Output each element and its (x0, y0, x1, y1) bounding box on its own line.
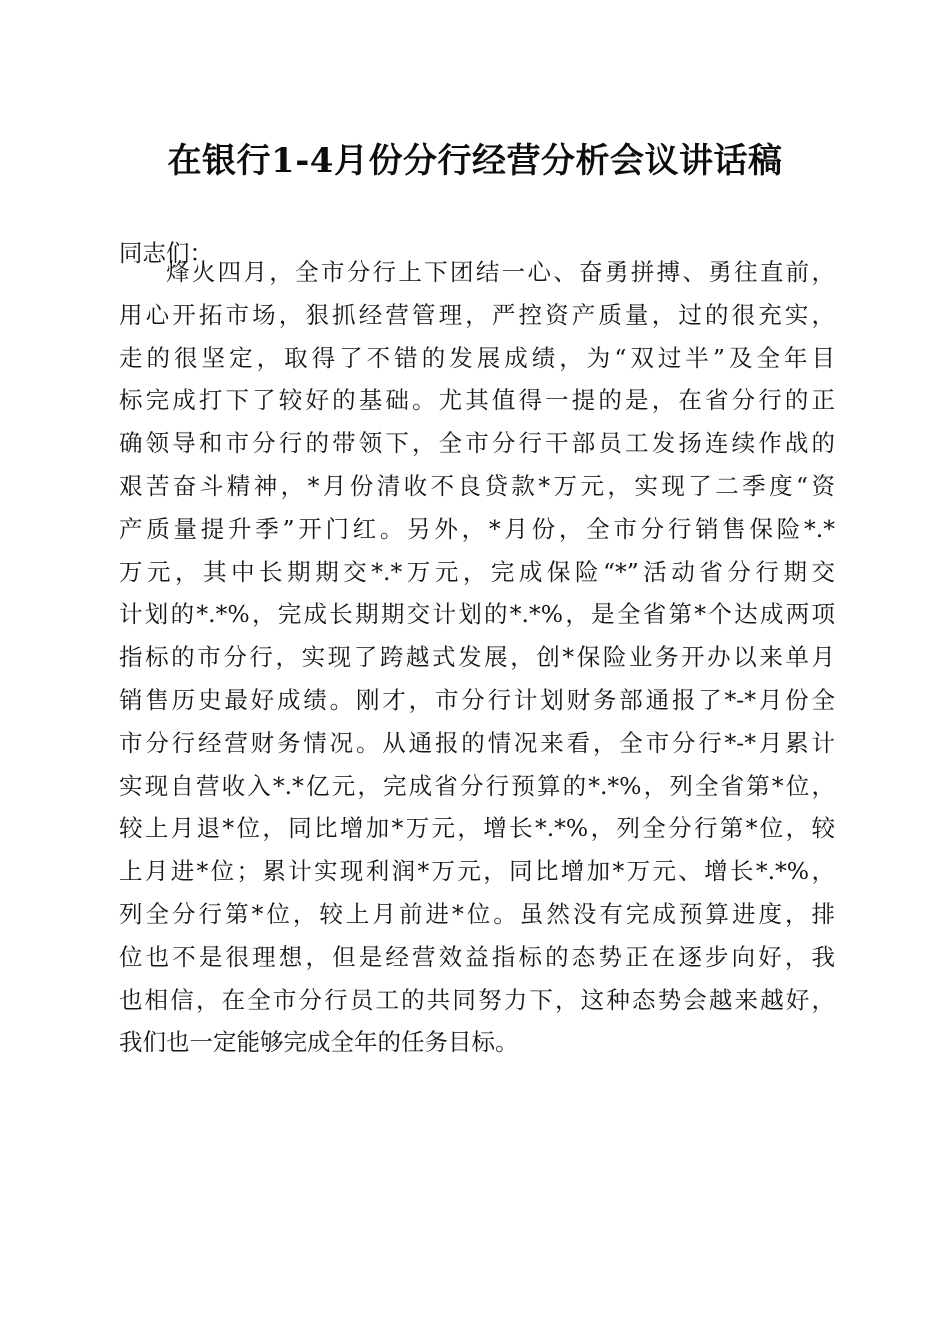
paragraph-line: 艰苦奋斗精神，*月份清收不良贷款*万元，实现了二季度“资 (119, 471, 835, 500)
paragraph-line: 也相信，在全市分行员工的共同努力下，这种态势会越来越好， (119, 985, 835, 1014)
paragraph-line: 用心开拓市场，狠抓经营管理，严控资产质量，过的很充实， (119, 300, 835, 329)
paragraph-line: 实现自营收入*.*亿元，完成省分行预算的*.*%，列全省第*位， (119, 771, 835, 800)
paragraph-line: 我们也一定能够完成全年的任务目标。 (119, 1028, 519, 1057)
salutation: 同志们： (119, 239, 213, 267)
paragraph-line: 烽火四月，全市分行上下团结一心、奋勇拼搏、勇往直前， (166, 258, 835, 286)
paragraph-line: 走的很坚定，取得了不错的发展成绩，为“双过半”及全年目 (119, 343, 835, 372)
paragraph-line: 位也不是很理想，但是经营效益指标的态势正在逐步向好，我 (119, 942, 835, 971)
paragraph-line: 指标的市分行，实现了跨越式发展，创*保险业务开办以来单月 (119, 643, 835, 672)
paragraph-line: 较上月退*位，同比增加*万元，增长*.*%，列全分行第*位，较 (119, 814, 835, 843)
document-title: 在银行1-4月份分行经营分析会议讲话稿 (167, 141, 783, 181)
paragraph-line: 确领导和市分行的带领下，全市分行干部员工发扬连续作战的 (119, 429, 835, 458)
paragraph-line: 上月进*位；累计实现利润*万元，同比增加*万元、增长*.*%， (119, 857, 835, 886)
paragraph-line: 计划的*.*%，完成长期期交计划的*.*%，是全省第*个达成两项 (119, 600, 835, 629)
paragraph-line: 产质量提升季”开门红。另外，*月份，全市分行销售保险*.* (119, 514, 835, 543)
paragraph-line: 万元，其中长期期交*.*万元，完成保险“*”活动省分行期交 (119, 557, 835, 586)
paragraph-line: 销售历史最好成绩。刚才，市分行计划财务部通报了*-*月份全 (119, 685, 835, 714)
paragraph-line: 列全分行第*位，较上月前进*位。虽然没有完成预算进度，排 (119, 899, 835, 928)
paragraph (119, 251, 835, 1064)
paragraph-line: 市分行经营财务情况。从通报的情况来看，全市分行*-*月累计 (119, 728, 835, 757)
paragraph-line: 标完成打下了较好的基础。尤其值得一提的是，在省分行的正 (119, 386, 835, 415)
